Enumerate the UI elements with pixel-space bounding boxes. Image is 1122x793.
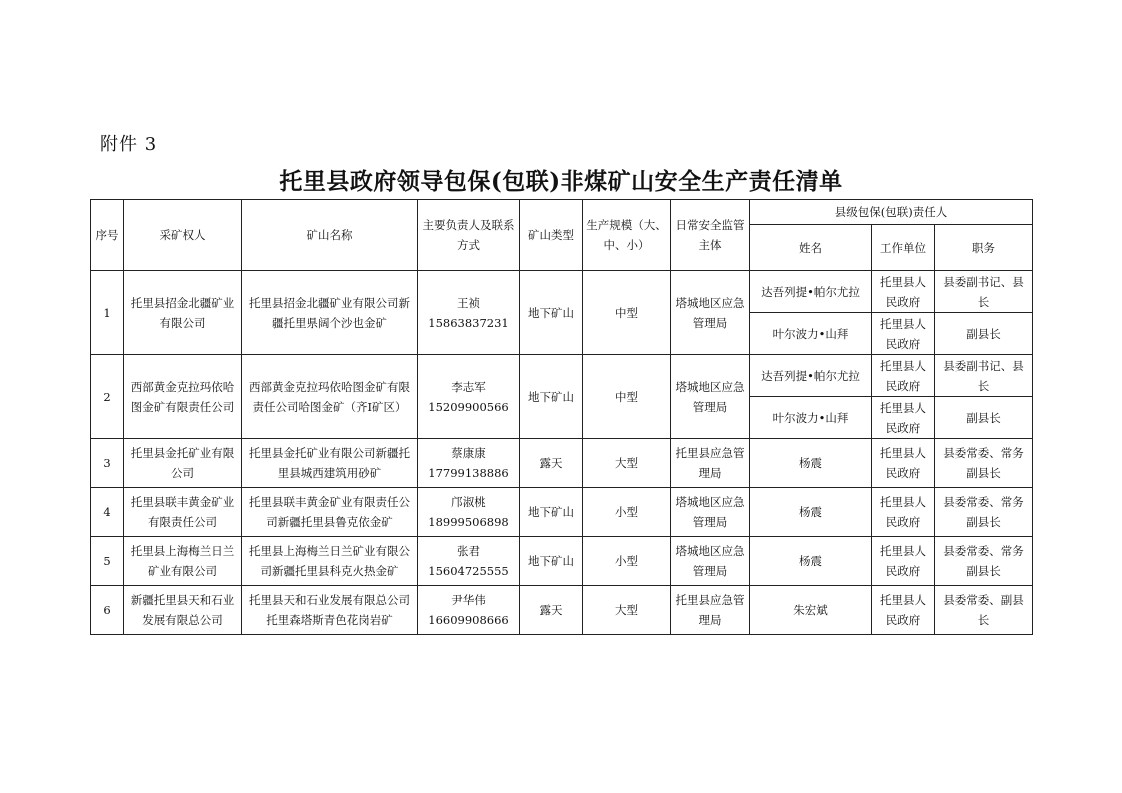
row-scale: 大型 [583, 586, 671, 635]
official-name: 叶尔波力•山拜 [750, 313, 872, 355]
header-index: 序号 [91, 200, 124, 271]
official-position: 县委常委、常务副县长 [935, 488, 1033, 537]
row-index: 1 [91, 271, 124, 355]
official-unit: 托里县人民政府 [872, 586, 935, 635]
row-holder: 新疆托里县天和石业发展有限总公司 [124, 586, 242, 635]
header-mine-name: 矿山名称 [242, 200, 418, 271]
official-unit: 托里县人民政府 [872, 439, 935, 488]
header-county-group: 县级包保(包联)责任人 [750, 200, 1033, 225]
row-supervisor: 塔城地区应急管理局 [671, 537, 750, 586]
responsibility-table [90, 199, 1033, 635]
document-title: 托里县政府领导包保(包联)非煤矿山安全生产责任清单 [279, 168, 843, 195]
row-mine-type: 地下矿山 [520, 488, 583, 537]
header-holder: 采矿权人 [124, 200, 242, 271]
row-holder: 托里县招金北疆矿业有限公司 [124, 271, 242, 355]
contact-phone: 18999506898 [428, 515, 509, 529]
official-name: 叶尔波力•山拜 [750, 397, 872, 439]
row-mine-type: 露天 [520, 439, 583, 488]
contact-name: 张君 [457, 544, 480, 558]
row-mine-type: 地下矿山 [520, 537, 583, 586]
contact-name: 尹华伟 [451, 593, 486, 607]
row-supervisor: 塔城地区应急管理局 [671, 355, 750, 439]
official-unit: 托里县人民政府 [872, 397, 935, 439]
row-contact [418, 439, 520, 488]
row-holder: 西部黄金克拉玛依哈图金矿有限责任公司 [124, 355, 242, 439]
row-index: 5 [91, 537, 124, 586]
row-mine-name: 托里县上海梅兰日兰矿业有限公司新疆托里县科克火热金矿 [242, 537, 418, 586]
row-mine-name: 托里县天和石业发展有限总公司托里森塔斯青色花岗岩矿 [242, 586, 418, 635]
contact-name: 王祯 [457, 295, 480, 310]
row-scale: 中型 [583, 355, 671, 439]
row-contact [418, 271, 520, 355]
official-unit: 托里县人民政府 [872, 271, 935, 313]
row-mine-type: 露天 [520, 586, 583, 635]
official-name: 达吾列提•帕尔尤拉 [750, 355, 872, 397]
header-supervisor: 日常安全监管主体 [671, 200, 750, 271]
row-scale: 大型 [583, 439, 671, 488]
row-holder: 托里县联丰黄金矿业有限责任公司 [124, 488, 242, 537]
official-name: 杨震 [750, 537, 872, 586]
contact-phone: 15863837231 [428, 315, 509, 330]
row-contact [418, 355, 520, 439]
official-position: 县委常委、副县长 [935, 586, 1033, 635]
official-position: 副县长 [935, 313, 1033, 355]
header-scale: 生产规模（大、中、小） [583, 200, 671, 271]
row-scale: 中型 [583, 271, 671, 355]
official-unit: 托里县人民政府 [872, 355, 935, 397]
official-unit: 托里县人民政府 [872, 537, 935, 586]
row-index: 6 [91, 586, 124, 635]
official-position: 县委副书记、县长 [935, 271, 1033, 313]
row-supervisor: 托里县应急管理局 [671, 586, 750, 635]
official-unit: 托里县人民政府 [872, 488, 935, 537]
official-name: 杨震 [750, 488, 872, 537]
row-contact [418, 586, 520, 635]
row-index: 3 [91, 439, 124, 488]
contact-name: 邝淑桃 [451, 495, 486, 509]
header-person-name: 姓名 [750, 225, 872, 271]
attachment-label: 附件 3 [100, 134, 158, 155]
row-holder: 托里县金托矿业有限公司 [124, 439, 242, 488]
contact-phone: 15604725555 [428, 564, 509, 578]
contact-name: 蔡康康 [451, 446, 486, 460]
official-position: 县委常委、常务副县长 [935, 537, 1033, 586]
row-mine-name: 西部黄金克拉玛依哈图金矿有限责任公司哈图金矿（齐Ⅰ矿区） [242, 355, 418, 439]
row-mine-type: 地下矿山 [520, 271, 583, 355]
row-mine-name: 托里县招金北疆矿业有限公司新疆托里県阔个沙也金矿 [242, 271, 418, 355]
row-index: 4 [91, 488, 124, 537]
header-mine-type: 矿山类型 [520, 200, 583, 271]
contact-phone: 15209900566 [428, 399, 509, 414]
official-name: 达吾列提•帕尔尤拉 [750, 271, 872, 313]
row-mine-name: 托里县联丰黄金矿业有限责任公司新疆托里县鲁克依金矿 [242, 488, 418, 537]
contact-name: 李志军 [451, 379, 486, 394]
official-unit: 托里县人民政府 [872, 313, 935, 355]
contact-phone: 16609908666 [428, 613, 509, 627]
row-mine-name: 托里县金托矿业有限公司新疆托里县城西建筑用砂矿 [242, 439, 418, 488]
row-scale: 小型 [583, 488, 671, 537]
row-mine-type: 地下矿山 [520, 355, 583, 439]
row-supervisor: 托里县应急管理局 [671, 439, 750, 488]
row-supervisor: 塔城地区应急管理局 [671, 488, 750, 537]
header-work-unit: 工作单位 [872, 225, 935, 271]
row-contact [418, 537, 520, 586]
header-position: 职务 [935, 225, 1033, 271]
header-contact: 主要负责人及联系方式 [418, 200, 520, 271]
official-name: 朱宏斌 [750, 586, 872, 635]
row-scale: 小型 [583, 537, 671, 586]
official-position: 县委常委、常务副县长 [935, 439, 1033, 488]
official-position: 县委副书记、县长 [935, 355, 1033, 397]
row-holder: 托里县上海梅兰日兰矿业有限公司 [124, 537, 242, 586]
row-contact [418, 488, 520, 537]
row-supervisor: 塔城地区应急管理局 [671, 271, 750, 355]
official-position: 副县长 [935, 397, 1033, 439]
contact-phone: 17799138886 [428, 466, 509, 480]
official-name: 杨震 [750, 439, 872, 488]
row-index: 2 [91, 355, 124, 439]
